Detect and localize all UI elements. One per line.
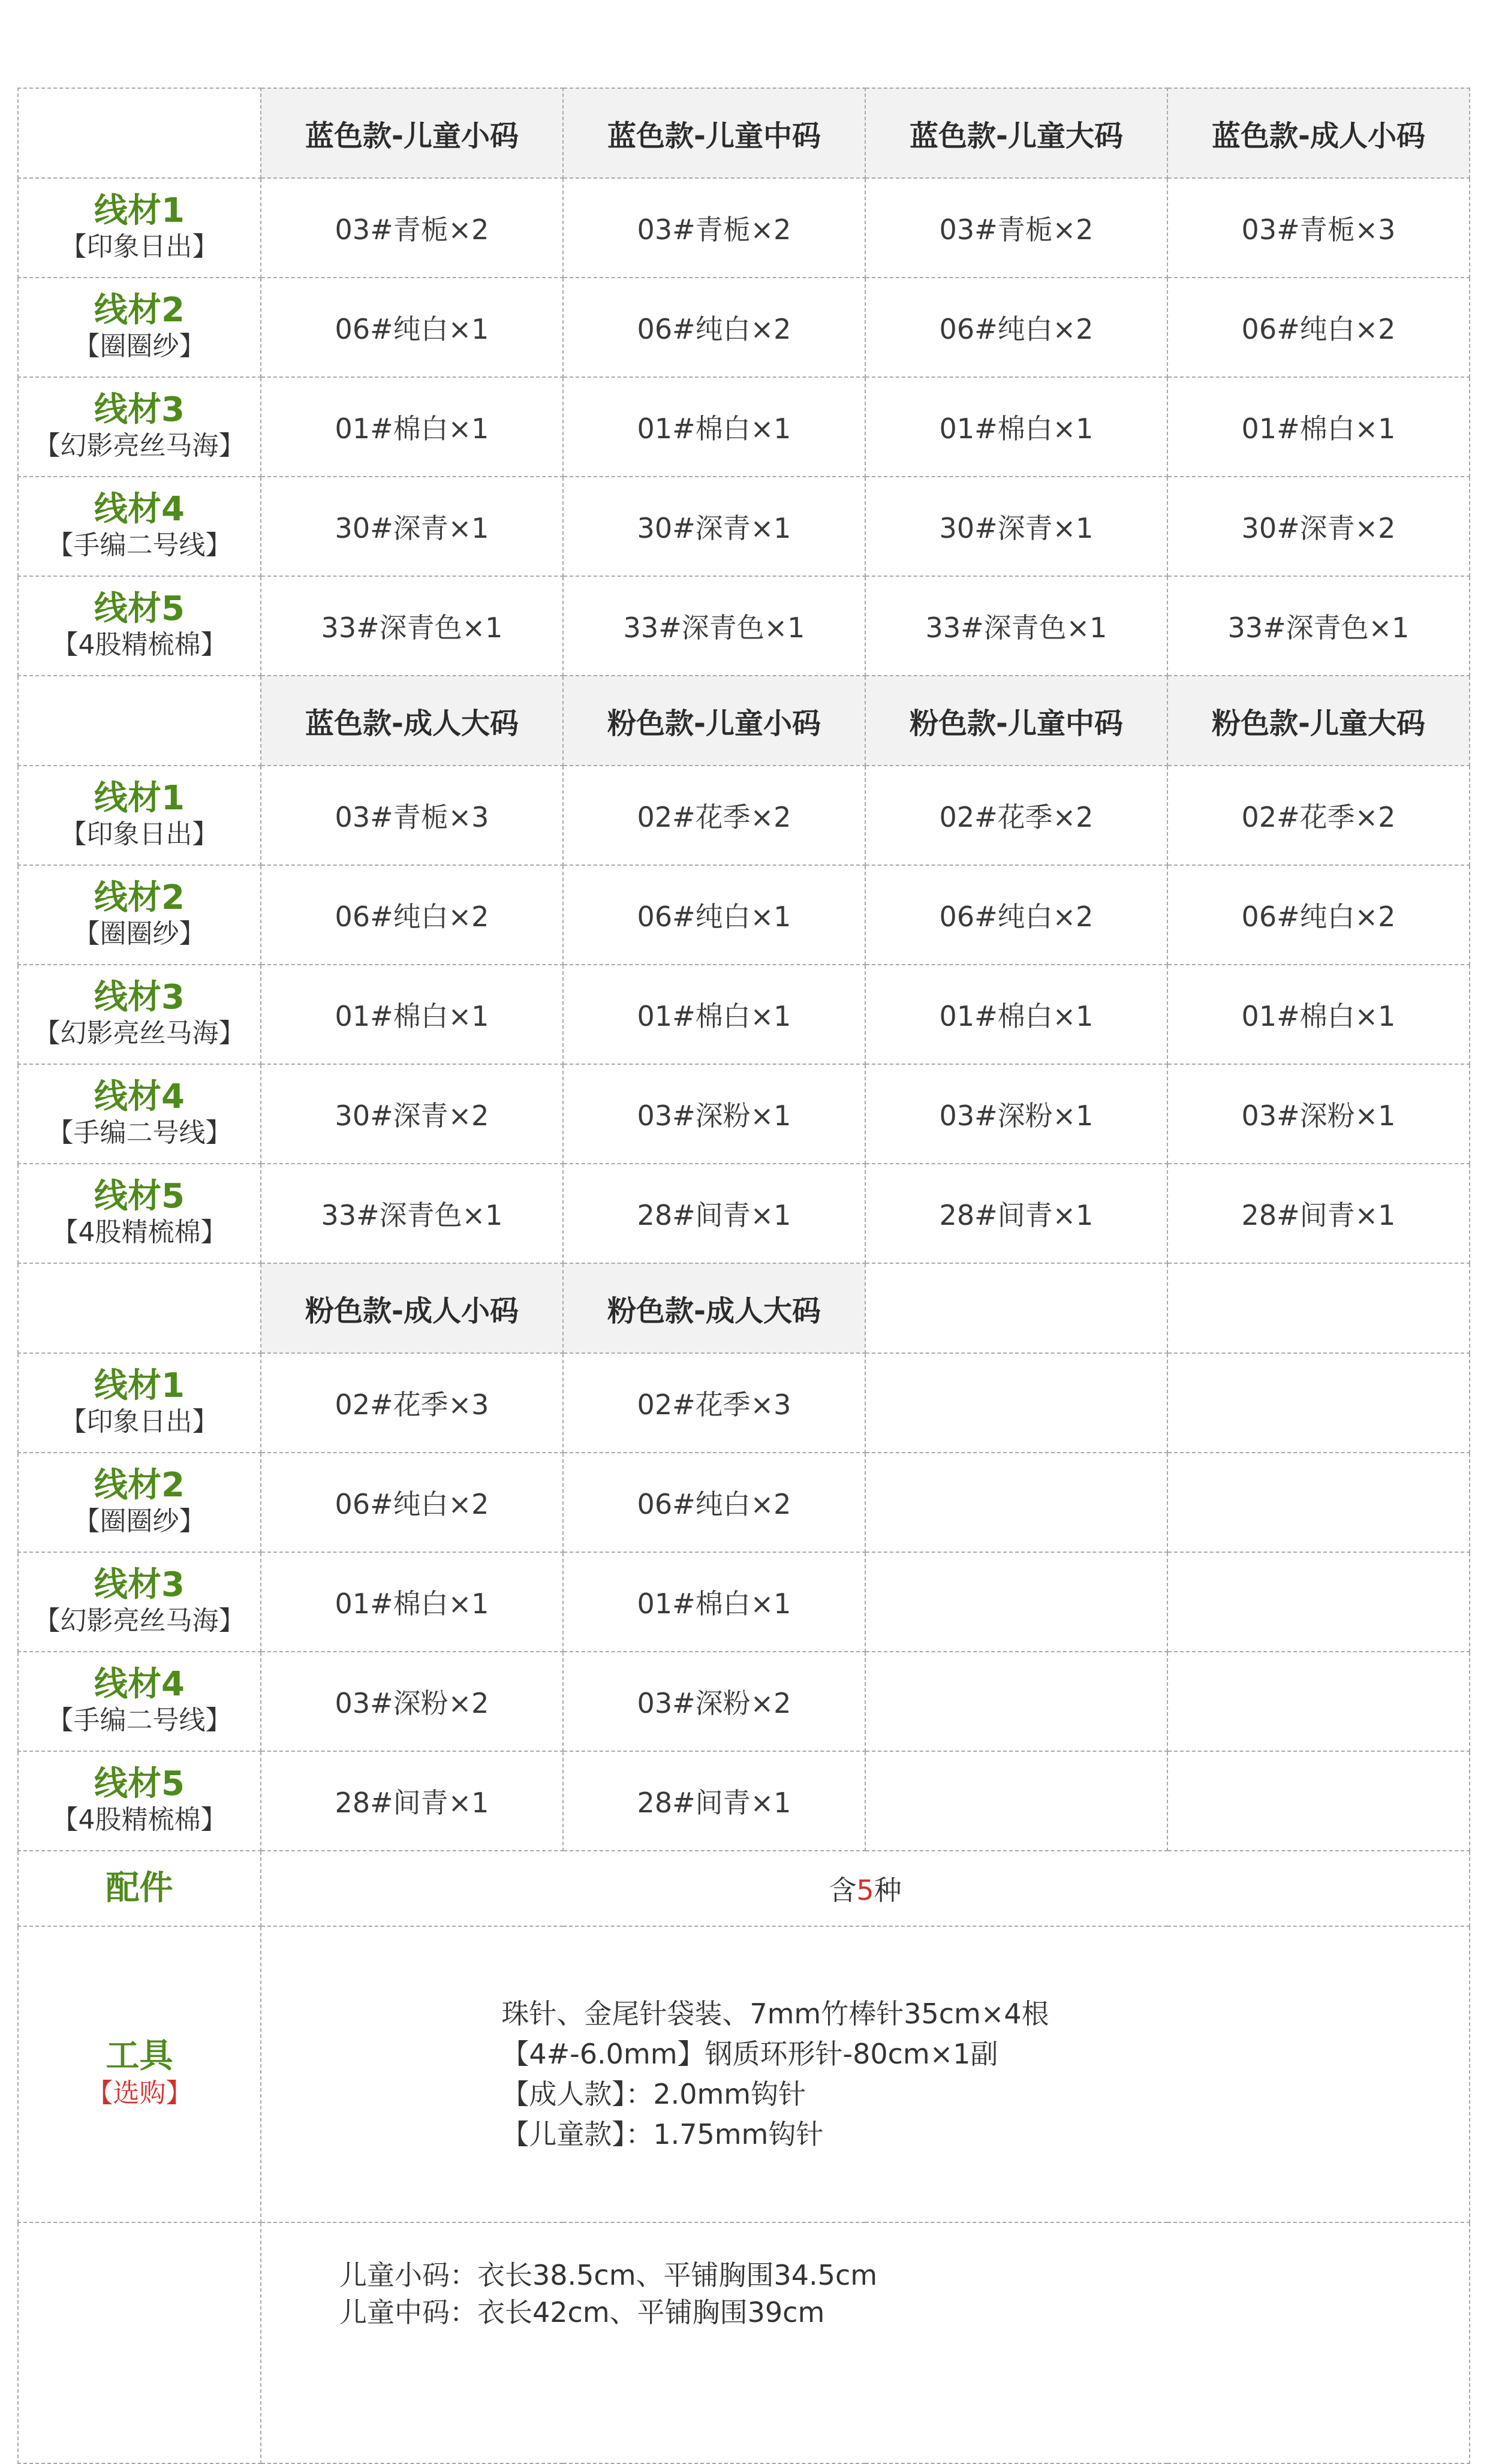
material-name: 线材1 [94, 779, 185, 818]
material-type: 【手编二号线】 [47, 530, 232, 561]
yarn-quantity-cell [865, 865, 1167, 965]
material-type: 【印象日出】 [60, 819, 219, 850]
yarn-quantity-cell [1167, 1552, 1470, 1652]
material-label-cell [18, 1453, 261, 1552]
yarn-quantity: 01#棉白×1 [1241, 412, 1396, 445]
yarn-quantity-cell [261, 1552, 563, 1652]
yarn-quantity-cell [261, 965, 563, 1064]
tools-row [18, 1926, 1470, 2222]
yarn-quantity: 02#花季×2 [1241, 801, 1396, 833]
yarn-quantity: 01#棉白×1 [939, 1000, 1094, 1032]
yarn-quantity-cell [865, 965, 1167, 1064]
yarn-quantity: 01#棉白×1 [335, 412, 489, 445]
yarn-quantity: 01#棉白×1 [637, 1588, 791, 1620]
material-name: 线材2 [94, 1466, 185, 1505]
yarn-quantity: 06#纯白×2 [335, 1488, 489, 1520]
yarn-quantity-cell [1167, 278, 1470, 377]
material-type: 【印象日出】 [60, 231, 219, 262]
yarn-quantity: 06#纯白×2 [939, 313, 1094, 345]
material-label-cell [18, 278, 261, 377]
yarn-quantity-cell [865, 1164, 1167, 1263]
yarn-quantity-cell [563, 965, 865, 1064]
tools-list-cell [261, 1926, 1470, 2222]
material-type: 【幻影亮丝马海】 [34, 1605, 245, 1636]
materials-sheet [17, 88, 1469, 2464]
material-row [18, 178, 1470, 278]
yarn-quantity: 01#棉白×1 [335, 1000, 489, 1032]
yarn-quantity: 01#棉白×1 [637, 1000, 791, 1032]
accessories-count-text [829, 1874, 901, 1906]
material-type: 【手编二号线】 [47, 1705, 232, 1736]
material-name: 线材4 [94, 1077, 185, 1116]
yarn-quantity-cell [1167, 576, 1470, 676]
yarn-quantity-cell [865, 1652, 1167, 1751]
yarn-quantity: 06#纯白×2 [1241, 313, 1396, 345]
yarn-quantity-cell [563, 766, 865, 865]
section-header-row [18, 1263, 1470, 1353]
yarn-quantity-cell [1167, 1064, 1470, 1164]
sizes-list [261, 2223, 1469, 2331]
yarn-quantity-cell [563, 1552, 865, 1652]
yarn-quantity: 02#花季×3 [637, 1388, 791, 1421]
material-name: 线材4 [94, 490, 185, 529]
material-type: 【圈圈纱】 [73, 331, 206, 362]
variant-header-cell [563, 88, 865, 178]
yarn-quantity-cell [261, 377, 563, 477]
yarn-quantity-cell [563, 1751, 865, 1851]
yarn-quantity-cell [563, 278, 865, 377]
sizes-list-cell [261, 2222, 1470, 2463]
variant-header-label: 粉色款-成人小码 [305, 1294, 519, 1328]
yarn-quantity: 30#深青×1 [637, 512, 791, 544]
yarn-quantity: 28#间青×1 [637, 1199, 791, 1231]
material-name: 线材5 [94, 589, 185, 628]
yarn-quantity: 33#深青色×1 [623, 612, 805, 644]
material-name: 线材3 [94, 978, 185, 1017]
accessories-row [18, 1851, 1470, 1926]
tools-label-cell [18, 1926, 261, 2222]
yarn-quantity-cell [1167, 766, 1470, 865]
yarn-quantity-cell [261, 1353, 563, 1453]
material-name: 线材2 [94, 291, 185, 330]
yarn-quantity: 03#深粉×1 [939, 1100, 1094, 1132]
yarn-quantity: 33#深青色×1 [925, 612, 1107, 644]
material-type: 【手编二号线】 [47, 1117, 232, 1148]
yarn-quantity-cell [865, 576, 1167, 676]
material-label-cell [18, 965, 261, 1064]
yarn-quantity: 33#深青色×1 [321, 612, 503, 644]
variant-header-cell [261, 676, 563, 766]
material-name: 线材5 [94, 1177, 185, 1216]
variant-header-cell [1167, 676, 1470, 766]
material-row [18, 865, 1470, 965]
variant-header-label: 蓝色款-儿童小码 [305, 119, 519, 153]
material-type: 【4股精梳棉】 [52, 629, 227, 660]
accessories-label-cell [18, 1851, 261, 1926]
accessories-value-cell [261, 1851, 1470, 1926]
yarn-quantity-cell [865, 766, 1167, 865]
material-row [18, 1453, 1470, 1552]
material-type: 【圈圈纱】 [73, 1506, 206, 1537]
material-type: 【4股精梳棉】 [52, 1805, 227, 1835]
yarn-quantity: 30#深青×1 [335, 512, 489, 544]
material-row [18, 1652, 1470, 1751]
yarn-quantity: 03#深粉×2 [637, 1687, 791, 1719]
variant-header-label: 蓝色款-儿童大码 [910, 119, 1123, 153]
yarn-quantity-cell [563, 1453, 865, 1552]
material-type: 【圈圈纱】 [73, 918, 206, 949]
yarn-quantity-cell [261, 1453, 563, 1552]
material-label-cell [18, 1751, 261, 1851]
variant-header-cell [865, 1263, 1167, 1353]
yarn-quantity-cell [261, 178, 563, 278]
material-name: 线材3 [94, 390, 185, 429]
material-label-cell [18, 178, 261, 278]
yarn-quantity: 06#纯白×2 [335, 900, 489, 933]
material-row [18, 766, 1470, 865]
yarn-quantity: 28#间青×1 [637, 1787, 791, 1819]
yarn-quantity: 06#纯白×2 [637, 313, 791, 345]
material-row [18, 1064, 1470, 1164]
yarn-quantity-cell [865, 1453, 1167, 1552]
yarn-quantity: 06#纯白×2 [637, 1488, 791, 1520]
yarn-quantity: 01#棉白×1 [939, 412, 1094, 445]
material-label-cell [18, 766, 261, 865]
yarn-quantity: 28#间青×1 [1241, 1199, 1396, 1231]
material-label-cell [18, 1353, 261, 1453]
material-type: 【幻影亮丝马海】 [34, 1018, 245, 1049]
variant-header-label: 蓝色款-儿童中码 [607, 119, 821, 153]
header-corner-cell [18, 1263, 261, 1353]
yarn-quantity-cell [1167, 1652, 1470, 1751]
material-label-cell [18, 377, 261, 477]
section-header-row [18, 676, 1470, 766]
yarn-quantity: 06#纯白×2 [939, 900, 1094, 933]
material-row [18, 477, 1470, 576]
tools-label: 工具 [106, 2037, 173, 2076]
yarn-quantity-cell [563, 1652, 865, 1751]
variant-header-label: 蓝色款-成人小码 [1212, 119, 1425, 153]
yarn-quantity-cell [1167, 178, 1470, 278]
tools-list [501, 1994, 1049, 2155]
material-label-cell [18, 1164, 261, 1263]
variant-header-label: 粉色款-儿童中码 [910, 706, 1123, 740]
yarn-quantity-cell [261, 477, 563, 576]
sizes-label-cell [18, 2222, 261, 2463]
yarn-quantity: 01#棉白×1 [637, 412, 791, 445]
tools-optional-note: 【选购】 [86, 2078, 192, 2108]
material-type: 【4股精梳棉】 [52, 1217, 227, 1248]
yarn-quantity-cell [865, 1353, 1167, 1453]
material-type: 【幻影亮丝马海】 [34, 430, 245, 461]
yarn-quantity-cell [261, 1652, 563, 1751]
variant-header-label: 粉色款-成人大码 [607, 1294, 821, 1328]
yarn-quantity-cell [1167, 1751, 1470, 1851]
yarn-quantity: 03#深粉×2 [335, 1687, 489, 1719]
variant-header-cell [563, 1263, 865, 1353]
size-measurement: 儿童中码：衣长42cm、平铺胸围39cm [339, 2296, 825, 2329]
yarn-quantity-cell [563, 477, 865, 576]
yarn-quantity: 06#纯白×1 [335, 313, 489, 345]
material-label-cell [18, 1652, 261, 1751]
yarn-quantity: 28#间青×1 [335, 1787, 489, 1819]
material-name: 线材2 [94, 878, 185, 917]
material-label-cell [18, 477, 261, 576]
yarn-quantity-cell [261, 1751, 563, 1851]
tools-list-item: 【4#-6.0mm】钢质环形针-80cm×1副 [501, 2038, 998, 2070]
yarn-quantity: 30#深青×1 [939, 512, 1094, 544]
tools-list-item: 【成人款】：2.0mm钩针 [501, 2078, 806, 2110]
variant-header-label: 粉色款-儿童小码 [607, 706, 821, 740]
material-row [18, 377, 1470, 477]
yarn-quantity-cell [261, 1064, 563, 1164]
variant-header-cell [563, 676, 865, 766]
accessories-suffix: 种 [874, 1874, 902, 1906]
variant-header-cell [1167, 1263, 1470, 1353]
material-row [18, 1552, 1470, 1652]
tools-list-item: 【儿童款】：1.75mm钩针 [501, 2118, 824, 2150]
yarn-quantity-cell [865, 178, 1167, 278]
materials-table-body [18, 88, 1470, 2463]
yarn-quantity-cell [1167, 377, 1470, 477]
yarn-quantity: 33#深青色×1 [1227, 612, 1410, 644]
yarn-quantity: 33#深青色×1 [321, 1199, 503, 1231]
yarn-quantity: 03#青栀×2 [939, 213, 1094, 246]
section-header-row [18, 88, 1470, 178]
material-row [18, 278, 1470, 377]
materials-table [17, 88, 1470, 2464]
yarn-quantity: 06#纯白×2 [1241, 900, 1396, 933]
material-name: 线材5 [94, 1764, 185, 1803]
variant-header-cell [261, 1263, 563, 1353]
material-row [18, 1751, 1470, 1851]
yarn-quantity-cell [865, 477, 1167, 576]
yarn-quantity-cell [1167, 865, 1470, 965]
yarn-quantity-cell [865, 1064, 1167, 1164]
variant-header-cell [261, 88, 563, 178]
material-row [18, 576, 1470, 676]
variant-header-cell [865, 676, 1167, 766]
material-row [18, 965, 1470, 1064]
material-label-cell [18, 1552, 261, 1652]
yarn-quantity-cell [865, 1751, 1167, 1851]
yarn-quantity-cell [1167, 965, 1470, 1064]
yarn-quantity-cell [563, 576, 865, 676]
header-corner-cell [18, 88, 261, 178]
yarn-quantity-cell [261, 278, 563, 377]
yarn-quantity: 03#深粉×1 [1241, 1100, 1396, 1132]
yarn-quantity-cell [1167, 1164, 1470, 1263]
yarn-quantity-cell [563, 1064, 865, 1164]
material-name: 线材4 [94, 1665, 185, 1704]
tools-list-item: 珠针、金尾针袋装、7mm竹棒针35cm×4根 [501, 1998, 1049, 2030]
material-name: 线材1 [94, 1366, 185, 1405]
variant-header-label: 粉色款-儿童大码 [1212, 706, 1425, 740]
accessories-prefix: 含 [829, 1874, 857, 1906]
accessories-label: 配件 [106, 1869, 173, 1908]
material-label-cell [18, 1064, 261, 1164]
material-label-cell [18, 865, 261, 965]
yarn-quantity-cell [1167, 1353, 1470, 1453]
material-label-cell [18, 576, 261, 676]
material-row [18, 1164, 1470, 1263]
material-name: 线材3 [94, 1565, 185, 1604]
yarn-quantity: 02#花季×2 [939, 801, 1094, 833]
yarn-quantity-cell [865, 377, 1167, 477]
yarn-quantity: 03#青栀×3 [335, 801, 489, 833]
yarn-quantity-cell [261, 576, 563, 676]
yarn-quantity-cell [261, 865, 563, 965]
variant-header-label: 蓝色款-成人大码 [305, 706, 519, 740]
variant-header-cell [865, 88, 1167, 178]
yarn-quantity-cell [865, 1552, 1167, 1652]
yarn-quantity: 03#青栀×2 [637, 213, 791, 246]
yarn-quantity-cell [865, 278, 1167, 377]
yarn-quantity-cell [261, 766, 563, 865]
material-type: 【印象日出】 [60, 1406, 219, 1437]
yarn-quantity-cell [563, 865, 865, 965]
yarn-quantity: 02#花季×3 [335, 1388, 489, 1421]
material-row [18, 1353, 1470, 1453]
yarn-quantity: 03#青栀×2 [335, 213, 489, 246]
yarn-quantity: 02#花季×2 [637, 801, 791, 833]
yarn-quantity-cell [563, 377, 865, 477]
yarn-quantity-cell [261, 1164, 563, 1263]
yarn-quantity-cell [563, 178, 865, 278]
yarn-quantity: 30#深青×2 [335, 1100, 489, 1132]
yarn-quantity: 30#深青×2 [1241, 512, 1396, 544]
material-name: 线材1 [94, 191, 185, 230]
yarn-quantity: 28#间青×1 [939, 1199, 1094, 1231]
yarn-quantity: 06#纯白×1 [637, 900, 791, 933]
size-measurement: 儿童小码：衣长38.5cm、平铺胸围34.5cm [339, 2259, 878, 2291]
variant-header-cell [1167, 88, 1470, 178]
yarn-quantity-cell [563, 1164, 865, 1263]
header-corner-cell [18, 676, 261, 766]
yarn-quantity-cell [1167, 1453, 1470, 1552]
sizes-row [18, 2222, 1470, 2463]
yarn-quantity: 01#棉白×1 [335, 1588, 489, 1620]
yarn-quantity-cell [1167, 477, 1470, 576]
yarn-quantity: 03#青栀×3 [1241, 213, 1396, 246]
accessories-count: 5 [856, 1874, 874, 1906]
yarn-quantity: 03#深粉×1 [637, 1100, 791, 1132]
yarn-quantity: 01#棉白×1 [1241, 1000, 1396, 1032]
yarn-quantity-cell [563, 1353, 865, 1453]
